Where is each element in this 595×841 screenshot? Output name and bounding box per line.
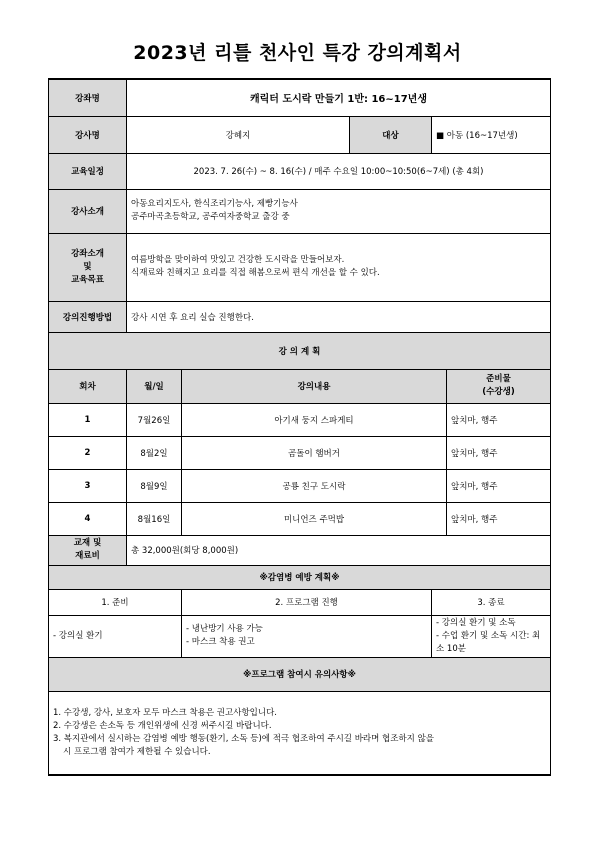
session-cell: 1 [49, 403, 127, 436]
materials-label [49, 535, 127, 565]
course-name-label: 강좌명 [49, 79, 127, 116]
session-cell: 3 [49, 469, 127, 502]
infection-col-prepare: 1. 준비 [49, 589, 182, 615]
prep-cell: 앞치마, 행주 [447, 436, 551, 469]
intro-line: 여름방학을 맞이하여 맛있고 건강한 도시락을 만들어보자. [131, 255, 345, 265]
table-row [49, 502, 551, 535]
date-cell: 8월2일 [127, 436, 182, 469]
materials-label-line: 재료비 [75, 551, 100, 561]
content-cell: 미니언즈 주먹밥 [182, 502, 447, 535]
instructor-label: 강사명 [49, 116, 127, 153]
table-row [49, 436, 551, 469]
col-prep-line: (수강생) [482, 387, 515, 397]
materials-value: 총 32,000원(회당 8,000원) [127, 535, 551, 565]
intro-value [127, 233, 551, 301]
infection-col-progress: 2. 프로그램 진행 [182, 589, 432, 615]
intro-label-line: 강좌소개 [71, 248, 104, 259]
session-cell: 2 [49, 436, 127, 469]
intro-label [49, 233, 127, 301]
plan-heading: 강 의 계 획 [49, 332, 551, 369]
prep-cell: 앞치마, 행주 [447, 403, 551, 436]
bio-label: 강사소개 [49, 189, 127, 233]
target-label: 대상 [350, 116, 432, 153]
col-content: 강의내용 [182, 369, 447, 403]
col-prep-line: 준비물 [486, 374, 511, 384]
col-date: 월/일 [127, 369, 182, 403]
date-cell: 8월16일 [127, 502, 182, 535]
date-cell: 8월9일 [127, 469, 182, 502]
schedule-label: 교육일정 [49, 153, 127, 189]
intro-label-line: 교육목표 [71, 274, 104, 285]
infection-line: - 수업 환기 및 소독 시간: 최소 10분 [436, 630, 541, 654]
infection-line: - 마스크 착용 권고 [186, 637, 255, 647]
infection-col-end: 3. 종료 [432, 589, 551, 615]
notes-line: 3. 복지관에서 실시하는 감염병 예방 행동(환기, 소독 등)에 적극 협조하여 주시길 바라며 협조하지 않을 [53, 733, 435, 744]
method-value: 강사 시연 후 요리 실습 진행한다. [127, 301, 551, 332]
prep-cell: 앞치마, 행주 [447, 502, 551, 535]
target-value: ■ 아동 (16~17년생) [432, 116, 551, 153]
infection-heading: ※감염병 예방 계획※ [49, 565, 551, 589]
bio-line: 아동요리지도사, 한식조리기능사, 제빵기능사 [131, 199, 298, 209]
materials-label-line: 교재 및 [73, 538, 102, 548]
intro-line: 식재료와 친해지고 요리를 직접 해봄으로써 편식 개선을 할 수 있다. [131, 268, 380, 278]
date-cell: 7월26일 [127, 403, 182, 436]
table-row [49, 403, 551, 436]
content-cell: 공룡 친구 도시락 [182, 469, 447, 502]
lecture-plan-table [48, 78, 551, 776]
notes-heading: ※프로그램 참여시 유의사항※ [49, 657, 551, 691]
notes-line: 2. 수강생은 손소독 등 개인위생에 신경 써주시길 바랍니다. [53, 720, 272, 731]
table-row [49, 469, 551, 502]
content-cell: 곰돌이 햄버거 [182, 436, 447, 469]
prep-cell: 앞치마, 행주 [447, 469, 551, 502]
course-name-value: 캐릭터 도시락 만들기 1반: 16~17년생 [127, 79, 551, 116]
bio-line: 공주마곡초등학교, 공주여자중학교 출강 중 [131, 212, 290, 222]
content-cell: 아기새 둥지 스파게티 [182, 403, 447, 436]
intro-label-line: 및 [83, 261, 92, 272]
schedule-value: 2023. 7. 26(수) ~ 8. 16(수) / 매주 수요일 10:00~10:50(6~7세) (총 4회) [127, 153, 551, 189]
col-prep [447, 369, 551, 403]
infection-line: - 강의실 환기 [53, 630, 103, 641]
infection-line: - 강의실 환기 및 소독 [436, 617, 516, 628]
session-cell: 4 [49, 502, 127, 535]
infection-progress-cell [182, 615, 432, 657]
infection-prepare-cell [49, 615, 182, 657]
infection-end-cell [432, 615, 551, 657]
instructor-value: 강혜지 [127, 116, 350, 153]
col-session: 회차 [49, 369, 127, 403]
notes-line: 시 프로그램 참여가 제한될 수 있습니다. [63, 746, 211, 757]
notes-line: 1. 수강생, 강사, 보호자 모두 마스크 착용은 권고사항입니다. [53, 707, 277, 718]
notes-body [49, 691, 551, 775]
bio-value [127, 189, 551, 233]
document-title: 2023년 리틀 천사인 특강 강의계획서 [133, 42, 462, 64]
method-label: 강의진행방법 [49, 301, 127, 332]
infection-line: - 냉난방기 사용 가능 [186, 624, 263, 634]
